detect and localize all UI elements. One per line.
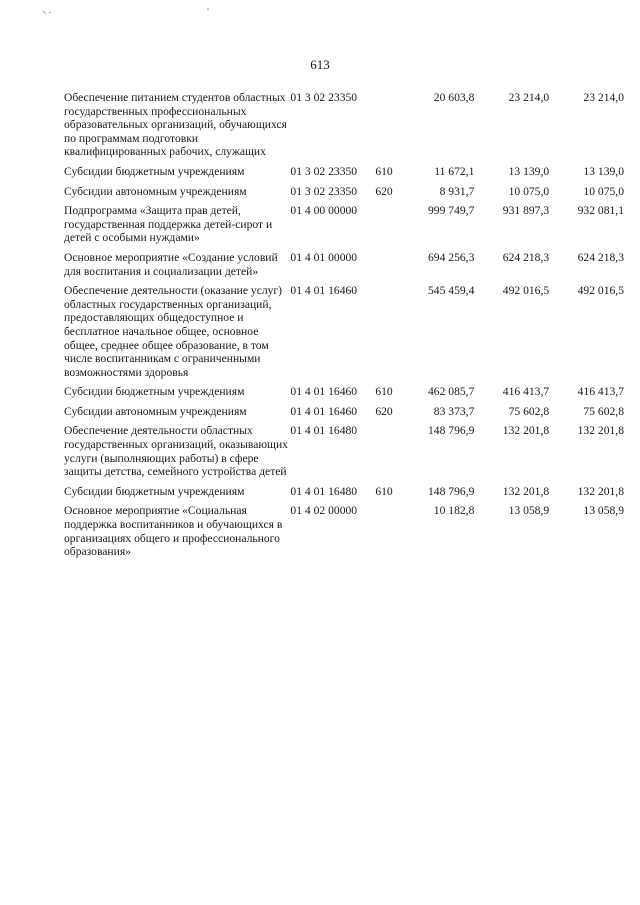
row-code: 01 4 02 00000: [290, 504, 358, 518]
scan-artifact-mark: [42, 10, 54, 16]
table-row: [64, 91, 624, 165]
row-value-3: 13 058,9: [583, 504, 624, 518]
row-value-2: 13 139,0: [508, 164, 550, 178]
table-row: [64, 385, 624, 405]
row-expense-type: [375, 91, 399, 165]
row-value-1: 545 459,4: [428, 284, 475, 298]
table-row: [64, 504, 624, 564]
row-value-2: 23 214,0: [508, 91, 550, 104]
row-value-1: 20 603,8: [433, 91, 475, 104]
row-value-3: 932 081,1: [577, 204, 624, 218]
row-name: Субсидии бюджетным учреждениям: [64, 164, 245, 178]
row-code: 01 4 00 00000: [290, 204, 358, 218]
table-row: [64, 424, 624, 484]
row-value-2: 416 413,7: [502, 385, 550, 399]
row-expense-type: 610: [375, 484, 393, 498]
row-value-3: 10 075,0: [583, 184, 624, 198]
row-name: Субсидии бюджетным учреждениям: [64, 385, 245, 399]
row-value-1: 462 085,7: [428, 385, 475, 399]
row-value-1: 999 749,7: [428, 204, 475, 218]
row-code: 01 4 01 16480: [290, 424, 358, 438]
row-value-1: 148 796,9: [428, 424, 475, 438]
page-number: 613: [310, 57, 330, 72]
table-row: [64, 284, 624, 385]
row-value-3: 624 218,3: [577, 250, 624, 264]
row-value-1: 83 373,7: [433, 404, 475, 418]
row-expense-type: [375, 204, 399, 251]
row-value-2: 492 016,5: [502, 284, 550, 298]
row-value-3: 416 413,7: [577, 385, 624, 399]
row-name: Основное мероприятие «Создание условий для воспитания и социализации детей»: [64, 250, 278, 278]
row-code: 01 4 01 00000: [290, 250, 358, 264]
row-value-1: 11 672,1: [434, 164, 475, 178]
row-value-2: 13 058,9: [508, 504, 550, 518]
row-value-2: 931 897,3: [502, 204, 550, 218]
row-value-3: 132 201,8: [577, 484, 624, 498]
scan-artifact-dot: [207, 8, 209, 10]
budget-table: [64, 91, 624, 565]
row-expense-type: [375, 504, 399, 564]
row-code: 01 4 01 16460: [290, 404, 358, 418]
table-row: [64, 204, 624, 251]
table-row: [64, 485, 624, 505]
row-name: Субсидии автономным учреждениям: [64, 184, 247, 198]
row-expense-type: 610: [375, 164, 393, 178]
table-row: [64, 165, 624, 185]
table-row: [64, 251, 624, 284]
row-code: 01 4 01 16480: [290, 484, 358, 498]
row-name: Субсидии бюджетным учреждениям: [64, 484, 245, 498]
row-code: 01 3 02 23350: [290, 91, 358, 104]
row-code: 01 4 01 16460: [290, 284, 358, 298]
row-name: Подпрограмма «Защита прав детей, государственная поддержка детей-сирот и детей с особыми нуждами»: [64, 204, 273, 245]
row-expense-type: [375, 424, 399, 484]
row-code: 01 3 02 23350: [290, 184, 358, 198]
row-expense-type: [375, 284, 399, 385]
row-value-3: 23 214,0: [583, 91, 624, 104]
row-name: Обеспечение деятельности (оказание услуг) областных государственных организаций, предоставляющих общедоступное и бесплатное начальное общее, основное общее, среднее общее образование, в том числе воспитанникам с ограниченными возможностями здоровья: [64, 284, 283, 379]
row-value-2: 75 602,8: [508, 404, 550, 418]
row-name: Обеспечение деятельности областных государственных организаций, оказывающих услуги (выполняющих работы) в сфере защиты детства, семейного устройства детей: [64, 424, 288, 479]
row-expense-type: [375, 251, 399, 284]
row-value-3: 492 016,5: [577, 284, 624, 298]
row-expense-type: 620: [375, 184, 393, 198]
row-name: Субсидии автономным учреждениям: [64, 404, 247, 418]
table-row: [64, 405, 624, 425]
row-value-3: 13 139,0: [583, 164, 624, 178]
row-value-2: 132 201,8: [502, 424, 550, 438]
table-row: [64, 185, 624, 205]
row-name: Основное мероприятие «Социальная поддержка воспитанников и обучающихся в организациях общего и профессионального образования»: [64, 504, 283, 559]
row-code: 01 3 02 23350: [290, 164, 358, 178]
row-value-2: 132 201,8: [502, 484, 550, 498]
row-value-3: 75 602,8: [583, 404, 624, 418]
row-value-1: 148 796,9: [428, 484, 475, 498]
row-value-3: 132 201,8: [577, 424, 624, 438]
row-value-1: 694 256,3: [428, 250, 475, 264]
row-expense-type: 610: [375, 385, 393, 399]
row-name: Обеспечение питанием студентов областных государственных профессиональных образовательных организаций, обучающихся по программам подготовки квалифицированных рабочих, служащих: [64, 91, 287, 159]
row-code: 01 4 01 16460: [290, 385, 358, 399]
row-value-2: 10 075,0: [508, 184, 550, 198]
row-value-2: 624 218,3: [502, 250, 550, 264]
row-expense-type: 620: [375, 404, 393, 418]
row-value-1: 10 182,8: [433, 504, 475, 518]
row-value-1: 8 931,7: [439, 184, 475, 198]
